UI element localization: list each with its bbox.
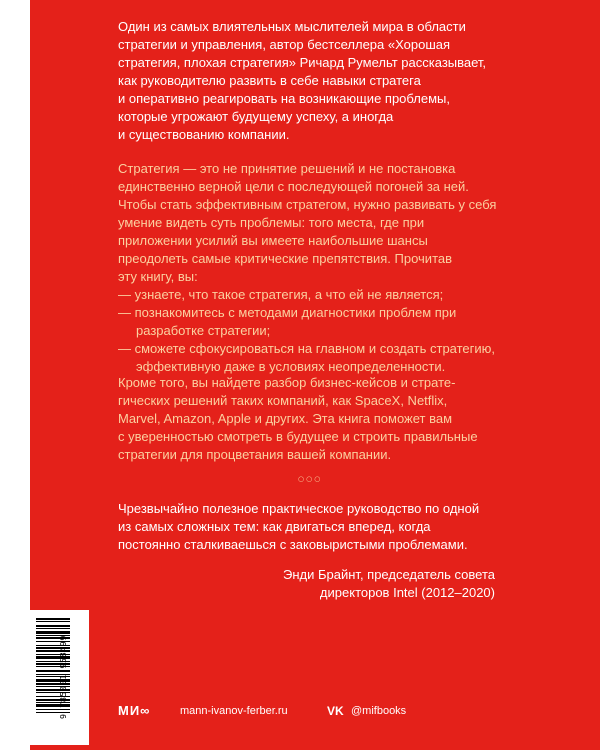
text-line: Один из самых влиятельных мыслителей мира в области <box>118 19 466 34</box>
text-line: Чрезвычайно полезное практическое руководство по одной <box>118 501 480 516</box>
bullet-text: — узнаете, что такое стратегия, а что ей не является; <box>118 287 444 302</box>
text-line: стратегии для процветания вашей компании. <box>118 447 392 462</box>
text-line: которые угрожают будущему успеху, а иногда <box>118 109 394 124</box>
intro-paragraph <box>118 18 518 144</box>
text-line: из самых сложных тем: как двигаться вперед, когда <box>118 519 431 534</box>
website-link[interactable]: mann-ivanov-ferber.ru <box>180 705 288 717</box>
publisher-logo: МИ∞ <box>118 703 151 718</box>
quote-attribution <box>118 566 495 602</box>
text-line: единственно верной цели с последующей погоней за ней. <box>118 179 469 194</box>
bullet-text: эффективную даже в условиях неопределенности. <box>136 359 446 374</box>
text-line: с уверенностью смотреть в будущее и строить правильные <box>118 429 478 444</box>
text-line: Энди Брайнт, председатель совета <box>283 567 495 582</box>
list-item <box>118 304 518 340</box>
vk-icon: VK <box>327 704 344 718</box>
section-separator: ○○○ <box>298 475 323 483</box>
cases-paragraph <box>118 374 518 464</box>
text-line: постоянно сталкиваешься с заковыристыми проблемами. <box>118 537 468 552</box>
text-line: стратегии и управления, автор бестселлера «Хорошая <box>118 37 451 52</box>
text-line: Кроме того, вы найдете разбор бизнес-кейсов и страте- <box>118 375 456 390</box>
bullet-text: разработке стратегии; <box>136 323 271 338</box>
isbn-number: 9 785001 958499 <box>58 635 68 719</box>
text-line: приложении усилий вы имеете наибольшие шансы <box>118 233 428 248</box>
list-item <box>118 286 518 304</box>
text-line: директоров Intel (2012–2020) <box>319 585 495 600</box>
text-line: гических решений таких компаний, как SpaceX, Netflix, <box>118 393 448 408</box>
text-line: и существованию компании. <box>118 127 290 142</box>
page-edge <box>0 0 30 750</box>
isbn-barcode <box>30 610 89 745</box>
text-line: Стратегия — это не принятие решений и не постановка <box>118 161 456 176</box>
text-line: Чтобы стать эффективным стратегом, нужно развивать у себя <box>118 197 497 212</box>
text-line: умение видеть суть проблемы: того места, где при <box>118 215 425 230</box>
text-line: как руководителю развить в себе навыки стратега <box>118 73 421 88</box>
text-line: эту книгу, вы: <box>118 269 198 284</box>
social-handle[interactable]: @mifbooks <box>351 705 407 717</box>
list-item <box>118 340 518 376</box>
text-line: стратегия, плохая стратегия» Ричард Румельт рассказывает, <box>118 55 487 70</box>
text-line: и оперативно реагировать на возникающие проблемы, <box>118 91 450 106</box>
text-line: преодолеть самые критические препятствия. Прочитав <box>118 251 453 266</box>
bullet-list <box>118 286 518 376</box>
bullet-text: — познакомитесь с методами диагностики проблем при <box>118 305 457 320</box>
strategy-paragraph <box>118 160 518 376</box>
bullet-text: — сможете сфокусироваться на главном и создать стратегию, <box>118 341 496 356</box>
text-line: Marvel, Amazon, Apple и других. Эта книга поможет вам <box>118 411 453 426</box>
quote-paragraph <box>118 500 518 554</box>
